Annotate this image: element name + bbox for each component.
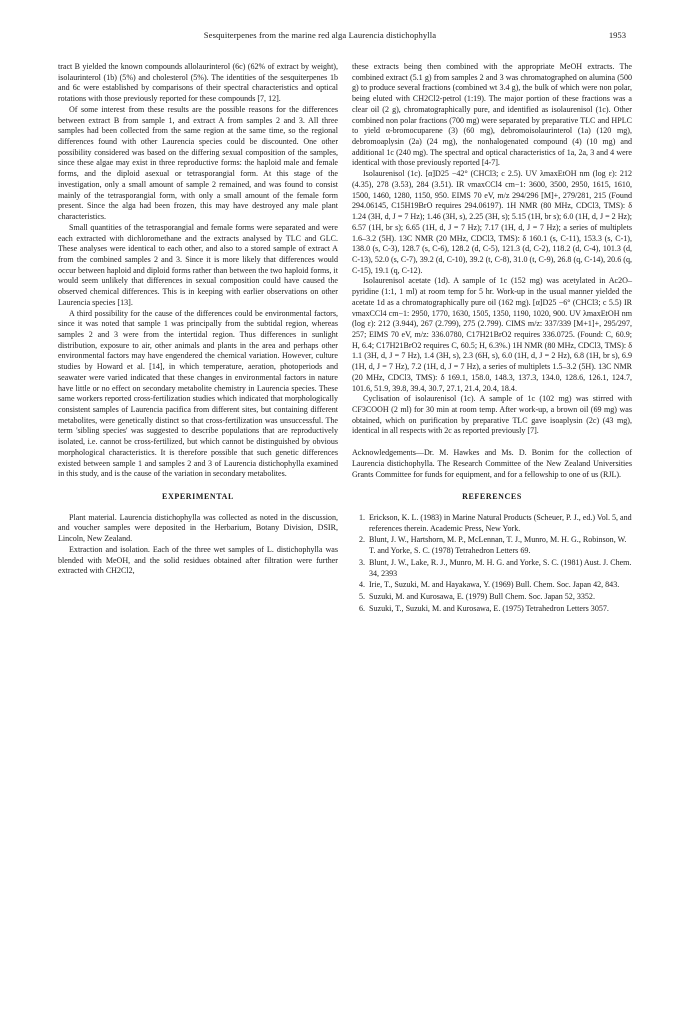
reference-text: Blunt, J. W., Hartshorn, M. P., McLennan, T. J., Munro, M. H. G., Robinson, W. T. and Yorke, S. C. (1978) Tetrahedron Letters 69. [369, 535, 627, 556]
experimental-heading: EXPERIMENTAL [162, 492, 234, 502]
page-number: 1953 [608, 30, 626, 40]
right-column [352, 62, 632, 616]
reference-number: 2. [358, 535, 365, 545]
paragraph: Cyclisation of isolaurenisol (1c). A sample of 1c (102 mg) was stirred with CF3COOH (2 ml) for 30 min at room temp. After work-up, a brown oil (69 mg) was obtained, which on purification by preparative TLC gave isoaplysin (2c) (43 mg), identical in all respects with 2c as reported previously [7]. [352, 394, 632, 436]
reference-number: 6. [358, 603, 365, 613]
reference-number: 1. [358, 513, 365, 523]
left-column [58, 62, 338, 577]
references-heading: REFERENCES [462, 492, 522, 502]
paragraph: Of some interest from these results are the possible reasons for the differences between extract B from sample 1, and extract A from samples 2 and 3. All three samples had been collected from the same region at the same time, so the regional differences found with other Laurencia species could be discounted. One other possibility considered was based on the differing sexual composition of the samples, since these algae may exist in three reproductive forms: the haploid male and female forms, and the diploid asexual or tetrasporangial form. At this stage of the investigation, only a small amount of sample 2 remained, and was found to consist mainly of the tetrasporangial form, with only a small amount of the female form present. Since the alga had been frozen, this may have destroyed any male plant characteristics. [58, 104, 338, 222]
paragraph: Plant material. Laurencia distichophylla was collected as noted in the discussion, and voucher samples were deposited in the Herbarium, Botany Division, DSIR, Lincoln, New Zealand. [58, 512, 338, 544]
reference-number: 3. [358, 557, 365, 567]
reference-text: Erickson, K. L. (1983) in Marine Natural Products (Scheuer, P. J., ed.) Vol. 5, and references therein. Academic Press, New York. [369, 513, 632, 533]
paragraph: Extraction and isolation. Each of the three wet samples of L. distichophylla was blended with MeOH, and the solid residues obtained after filtration were further extracted with CH2Cl2, [58, 544, 338, 576]
running-head: Sesquiterpenes from the marine red alga Laurencia distichophylla [203, 30, 437, 40]
reference-number: 4. [358, 580, 365, 590]
paragraph: A third possibility for the cause of the differences could be environmental factors, since it was noted that sample 1 was principally from the subtidal region, whereas samples 2 and 3 were from the intertidal region. Thus differences in sunlight distribution, exposure to air, other animals and plants in the area and perhaps other environmental factors may have engendered the chemical variation. However, culture studies by Howard et al. [14], in which temperature, aeration, photoperiods and seawater were varied indicated that these changes in environmental factors in nature have little or no effect on secondary metabolite chemistry in Laurencia species. These same workers reported cross-fertilization studies which indicated that morphologically consistent samples of Laurencia pacifica from different sites, but containing different metabolites, were genetically distinct so that cross-fertilization was unsuccessful. The term 'sibling species' was suggested to describe populations that are reproductively isolated, i.e. cannot be cross-fertilized, but which cannot be distinguished by obvious morphological characteristics. It is therefore possible that such genetic differences existed between sample 1 and samples 2 and 3 of Laurencia distichophylla examined in this study, and is the cause of the variation in secondary metabolites. [58, 308, 338, 479]
reference-text: Blunt, J. W., Lake, R. J., Munro, M. H. G. and Yorke, S. C. (1981) Aust. J. Chem. 34, 2393 [369, 557, 632, 578]
reference-text: Irie, T., Suzuki, M. and Hayakawa, Y. (1969) Bull. Chem. Soc. Japan 42, 843. [369, 580, 620, 590]
paragraph: tract B yielded the known compounds allolaurinterol (6c) (62% of extract by weight), isolaurinterol (1b) (5%) and cholesterol (5%). The identities of the sesquiterpenes 1b and 6c were established by comparisons of their spectral characteristics and optical rotations with those previously reported for these compounds [7, 12]. [58, 62, 338, 104]
reference-number: 5. [358, 592, 365, 602]
reference-item [352, 580, 632, 591]
reference-item [352, 604, 632, 615]
reference-item [352, 558, 632, 579]
paragraph: Isolaurenisol acetate (1d). A sample of 1c (152 mg) was acetylated in Ac2O–pyridine (1:1, 1 ml) at room temp for 5 hr. Work-up in the usual manner yielded the acetate 1d as a chromatographically pure oil (162 mg). [α]D25 −6° (CHCl3; c 5.5) IR νmaxCCl4 cm−1: 2950, 1770, 1630, 1505, 1350, 1190, 1020, 900. UV λmaxEtOH nm (log ε): 212 (3.944), 267 (2.799), 275 (2.799). CIMS m/z: 337/339 [M+1]+, 295/297, 257; EIMS 70 eV, m/z: 336.0780, C17H21BrO2 requires 336.0725. (Found: C, 60.9; H, 6.4; C17H21BrO2 requires C, 60.5; H, 6.3%.) 1H NMR (80 MHz, CDCl3, TMS): δ 1.1 (3H, d, J = 7 Hz), 1.4 (3H, s), 2.3 (6H, s), 6.0 (1H, d, J = 2 Hz), 6.8 (1H, br s), 6.9 (1H, d, J = 7 Hz), 7.2 (1H, d, J = 7 Hz), a series of multiplets 1.5–3.2 (5H). 13C NMR (20 MHz, CDCl3, TMS): δ 169.1, 158.0, 148.3, 137.3, 134.0, 128.6, 126.1, 124.7, 101.6, 51.9, 39.8, 39.4, 30.7, 27.1, 21.4, 20.4, 18.4. [352, 276, 632, 393]
reference-item [352, 535, 632, 556]
paragraph: Small quantities of the tetrasporangial and female forms were separated and were each extracted with dichloromethane and the extracts analysed by TLC and GLC. These analyses were identical to each other, and also to a stored sample of extract A from the combined samples 2 and 3. Since it is more likely that differences would occur between haploid and diploid forms rather than between the two haploid forms, it would seem unlikely that differences in sexual composition could have caused the observed chemical differences. This is in keeping with earlier observations on other Laurencia species [13]. [58, 222, 338, 307]
reference-list [352, 513, 632, 614]
paragraph: Isolaurenisol (1c). [α]D25 −42° (CHCl3; c 2.5). UV λmaxEtOH nm (log ε): 212 (4.35), 278 (3.53), 284 (3.51). IR νmaxCCl4 cm−1: 3600, 3500, 2950, 1615, 1610, 1500, 1460, 1280, 1150, 950. EIMS 70 eV, m/z 294/296 [M]+, 279/281, 215 (Found 294.06145, C15H19BrO requires 294.06197). 1H NMR (80 MHz, CDCl3, TMS): δ 1.24 (3H, d, J = 7 Hz); 1.46 (3H, s), 2.25 (3H, s); 5.15 (1H, br s); 6.0 (1H, d, J = 2 Hz); 6.57 (1H, br s); 6.65 (1H, d, J = 7 Hz); 7.17 (1H, d, J = 7 Hz); a series of multiplets 1.6–3.2 (5H). 13C NMR (20 MHz, CDCl3, TMS): δ 160.1 (s, C-11), 153.3 (s, C-1), 138.0 (s, C-3), 128.7 (s, C-6), 128.2 (d, C-5), 121.3 (d, C-2), 118.2 (d, C-4), 101.3 (d, C-13), 52.0 (s, C-7), 39.2 (d, C-10), 39.2 (t, C-8), 31.0 (t, C-9), 26.8 (q, C-14), 20.6 (q, C-15), 19.1 (q, C-12). [352, 169, 632, 275]
reference-text: Suzuki, M. and Kurosawa, E. (1979) Bull Chem. Soc. Japan 52, 3352. [369, 592, 595, 602]
reference-item [352, 513, 632, 534]
paragraph: these extracts being then combined with the appropriate MeOH extracts. The combined extract (5.1 g) from samples 2 and 3 was chromatographed on alumina (500 g) to produce several fractions (combined wt 3.4 g), the bulk of which were non polar, being eluted with CH2Cl2-petrol (1:19). The major portion of these fractions was a clear oil (2 g), chromatographically pure, and identified as isolaurenisol (1c). Other combined non polar fractions (700 mg) were separated by preparative TLC and HPLC to yield α-bromocuparene (3) (60 mg), debromoisolaurinterol (1a) (120 mg), debromoaplysin (2a) (24 mg), the nonhalogenated compound (4) (10 mg) and additional 1c (240 mg). The spectral and optical characteristics of 1a, 2a, 3 and 4 were identical with those previously reported [4-7]. [352, 62, 632, 168]
reference-text: Suzuki, T., Suzuki, M. and Kurosawa, E. (1975) Tetrahedron Letters 3057. [369, 603, 609, 613]
reference-item [352, 592, 632, 603]
acknowledgements: Acknowledgements—Dr. M. Hawkes and Ms. D. Bonim for the collection of Laurencia distichophylla. The Research Committee of the New Zealand Universities Grants Committee for funds for equipment, and for a fellowship to one of us (RJL). [352, 448, 632, 479]
